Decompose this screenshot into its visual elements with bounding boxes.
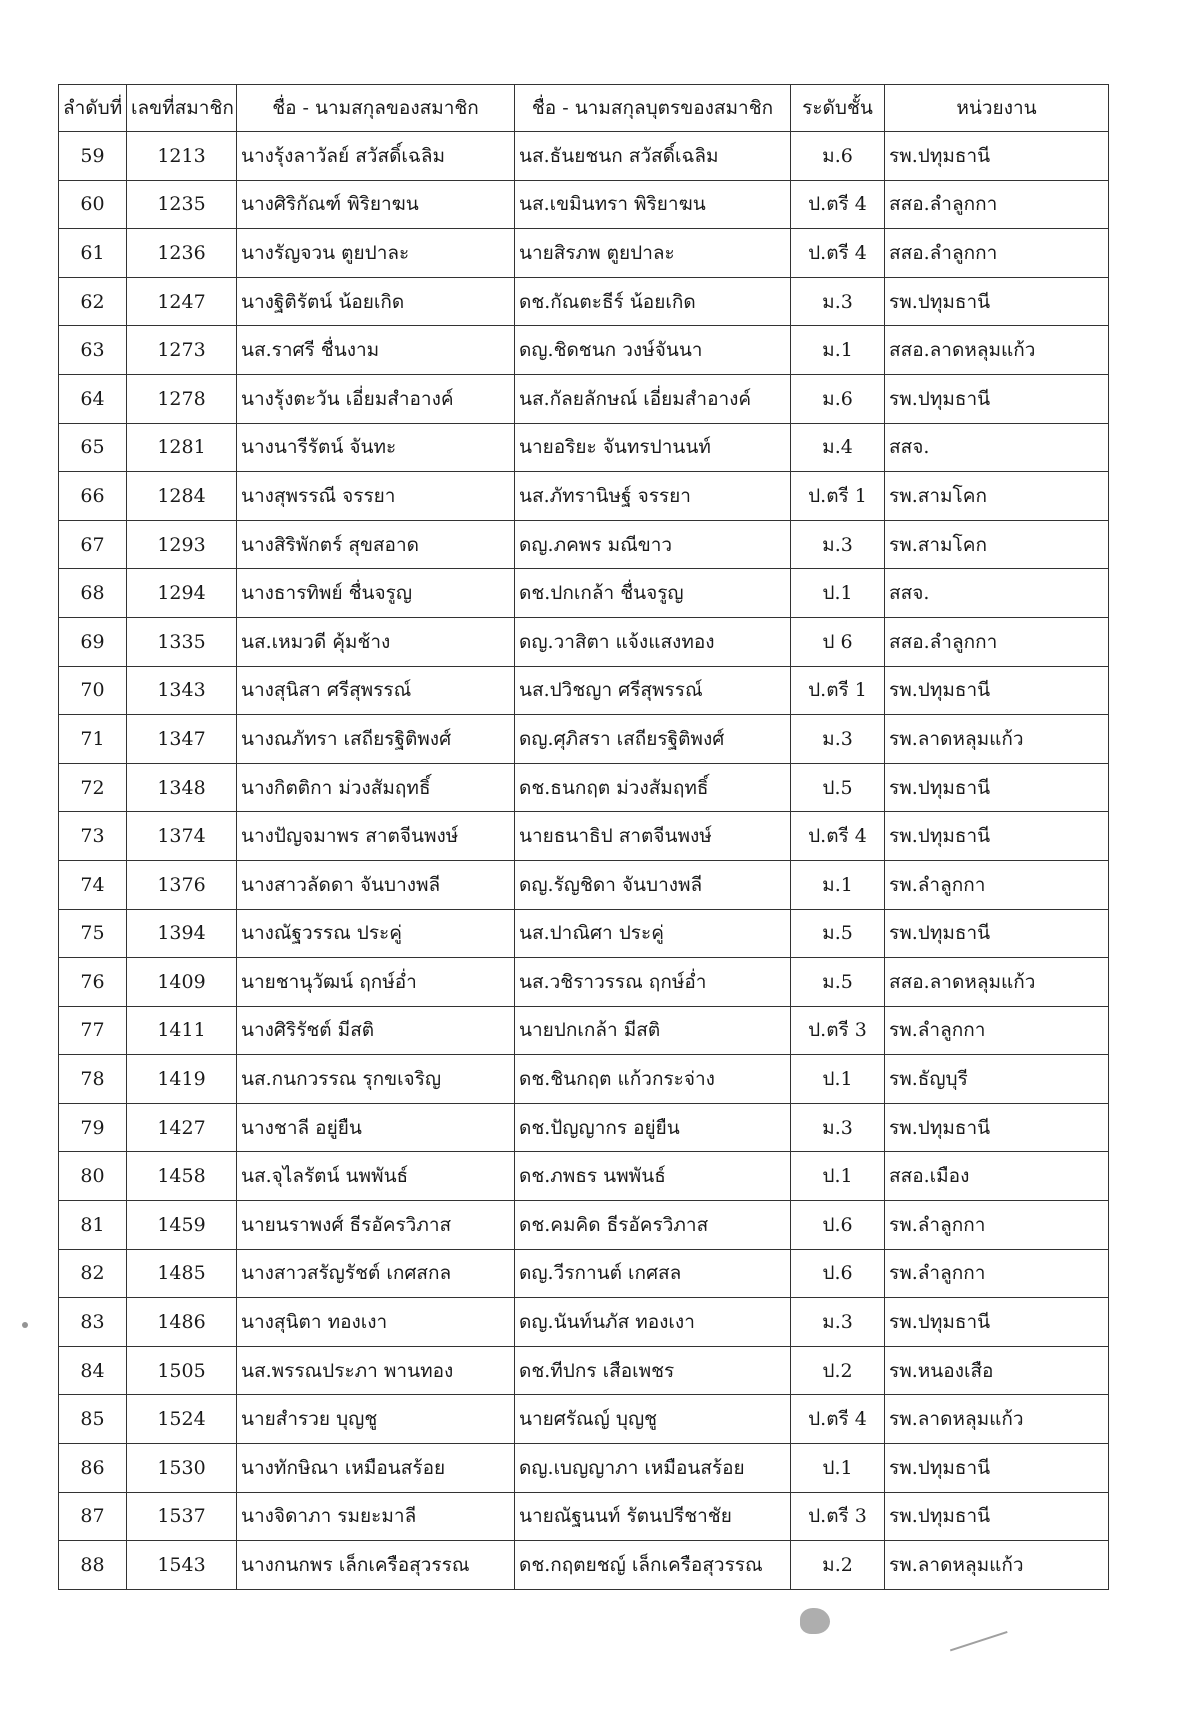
cell-order: 61 — [59, 229, 127, 278]
table-row — [59, 617, 1109, 666]
cell-grade-level: ป 6 — [791, 617, 885, 666]
cell-child-name: ดญ.ชิดชนก วงษ์จันนา — [515, 326, 791, 375]
ink-blot-mark — [800, 1608, 830, 1634]
cell-member-name: นางสาวลัดดา จันบางพลี — [237, 860, 515, 909]
cell-order: 59 — [59, 132, 127, 181]
cell-grade-level: ป.1 — [791, 569, 885, 618]
cell-member-id: 1273 — [127, 326, 237, 375]
cell-member-name: นางสิริพักตร์ สุขสอาด — [237, 520, 515, 569]
cell-order: 75 — [59, 909, 127, 958]
cell-member-name: นางสุนิสา ศรีสุพรรณ์ — [237, 666, 515, 715]
cell-order: 84 — [59, 1346, 127, 1395]
cell-grade-level: ป.6 — [791, 1201, 885, 1250]
cell-unit: สสอ.ลาดหลุมแก้ว — [885, 958, 1109, 1007]
cell-child-name: นายอริยะ จันทรปานนท์ — [515, 423, 791, 472]
cell-grade-level: ป.ตรี 1 — [791, 472, 885, 521]
cell-child-name: นส.เขมินทรา พิริยาฆน — [515, 180, 791, 229]
cell-member-id: 1278 — [127, 374, 237, 423]
cell-unit: รพ.สามโคก — [885, 472, 1109, 521]
cell-child-name: นส.ภัทรานิษฐ์ จรรยา — [515, 472, 791, 521]
cell-grade-level: ม.1 — [791, 860, 885, 909]
cell-child-name: ดช.ปัญญากร อยู่ยืน — [515, 1103, 791, 1152]
cell-member-id: 1505 — [127, 1346, 237, 1395]
cell-grade-level: ป.ตรี 3 — [791, 1006, 885, 1055]
cell-unit: สสอ.ลำลูกกา — [885, 617, 1109, 666]
cell-child-name: นายสิรภพ ตูยปาละ — [515, 229, 791, 278]
table-row — [59, 1346, 1109, 1395]
cell-member-id: 1236 — [127, 229, 237, 278]
cell-unit: สสอ.เมือง — [885, 1152, 1109, 1201]
cell-member-id: 1347 — [127, 715, 237, 764]
cell-member-name: นางชาลี อยู่ยืน — [237, 1103, 515, 1152]
cell-member-name: นางปัญจมาพร สาตจีนพงษ์ — [237, 812, 515, 861]
cell-child-name: นส.ปาณิศา ประคู่ — [515, 909, 791, 958]
table-row — [59, 1444, 1109, 1493]
cell-member-id: 1284 — [127, 472, 237, 521]
cell-order: 82 — [59, 1249, 127, 1298]
cell-child-name: ดญ.วาสิตา แจ้งแสงทอง — [515, 617, 791, 666]
cell-member-name: นายสำรวย บุญชู — [237, 1395, 515, 1444]
cell-child-name: ดช.ภพธร นพพันธ์ — [515, 1152, 791, 1201]
cell-unit: สสจ. — [885, 423, 1109, 472]
cell-grade-level: ป.1 — [791, 1444, 885, 1493]
cell-member-id: 1235 — [127, 180, 237, 229]
table-row — [59, 715, 1109, 764]
cell-member-id: 1247 — [127, 277, 237, 326]
header-grade-level: ระดับชั้น — [791, 85, 885, 132]
cell-grade-level: ป.ตรี 4 — [791, 180, 885, 229]
cell-child-name: นส.กัลยลักษณ์ เอี่ยมสำอางค์ — [515, 374, 791, 423]
cell-grade-level: ป.ตรี 3 — [791, 1492, 885, 1541]
member-children-table — [58, 84, 1109, 1590]
cell-unit: รพ.ปทุมธานี — [885, 277, 1109, 326]
cell-child-name: ดช.กัณตะธีร์ น้อยเกิด — [515, 277, 791, 326]
cell-unit: รพ.ลาดหลุมแก้ว — [885, 1395, 1109, 1444]
cell-order: 88 — [59, 1541, 127, 1590]
cell-grade-level: ม.3 — [791, 520, 885, 569]
cell-unit: สสอ.ลาดหลุมแก้ว — [885, 326, 1109, 375]
cell-grade-level: ม.3 — [791, 277, 885, 326]
cell-unit: รพ.ปทุมธานี — [885, 132, 1109, 181]
cell-order: 78 — [59, 1055, 127, 1104]
cell-member-id: 1486 — [127, 1298, 237, 1347]
cell-grade-level: ป.ตรี 1 — [791, 666, 885, 715]
cell-member-id: 1411 — [127, 1006, 237, 1055]
cell-member-name: นส.ราศรี ชื่นงาม — [237, 326, 515, 375]
cell-order: 83 — [59, 1298, 127, 1347]
table-row — [59, 1201, 1109, 1250]
table-row — [59, 1541, 1109, 1590]
cell-member-id: 1530 — [127, 1444, 237, 1493]
cell-order: 60 — [59, 180, 127, 229]
cell-unit: รพ.ปทุมธานี — [885, 1103, 1109, 1152]
cell-unit: รพ.ปทุมธานี — [885, 1444, 1109, 1493]
cell-grade-level: ม.3 — [791, 715, 885, 764]
cell-child-name: ดญ.รัญชิดา จันบางพลี — [515, 860, 791, 909]
cell-grade-level: ป.2 — [791, 1346, 885, 1395]
header-member-id: เลขที่สมาชิก — [127, 85, 237, 132]
cell-member-name: นางรัญจวน ตูยปาละ — [237, 229, 515, 278]
cell-child-name: นส.ธันยชนก สวัสดิ์เฉลิม — [515, 132, 791, 181]
table-row — [59, 1249, 1109, 1298]
cell-member-name: นางศิริรัชต์ มีสติ — [237, 1006, 515, 1055]
cell-order: 64 — [59, 374, 127, 423]
cell-member-name: นางสาวสรัญรัชต์ เกศสกล — [237, 1249, 515, 1298]
cell-member-id: 1427 — [127, 1103, 237, 1152]
cell-order: 68 — [59, 569, 127, 618]
cell-order: 70 — [59, 666, 127, 715]
table-row — [59, 1055, 1109, 1104]
table-row — [59, 958, 1109, 1007]
cell-grade-level: ป.1 — [791, 1152, 885, 1201]
table-row — [59, 229, 1109, 278]
cell-child-name: นายปกเกล้า มีสติ — [515, 1006, 791, 1055]
cell-order: 87 — [59, 1492, 127, 1541]
table-row — [59, 812, 1109, 861]
cell-unit: รพ.ลำลูกกา — [885, 1201, 1109, 1250]
cell-grade-level: ป.6 — [791, 1249, 885, 1298]
cell-member-id: 1485 — [127, 1249, 237, 1298]
cell-member-name: นางณัฐวรรณ ประคู่ — [237, 909, 515, 958]
cell-order: 81 — [59, 1201, 127, 1250]
table-row — [59, 909, 1109, 958]
cell-member-name: นางทักษิณา เหมือนสร้อย — [237, 1444, 515, 1493]
cell-member-name: นายนราพงศ์ ธีรอัครวิภาส — [237, 1201, 515, 1250]
table-row — [59, 569, 1109, 618]
cell-grade-level: ม.6 — [791, 374, 885, 423]
cell-unit: รพ.ปทุมธานี — [885, 1492, 1109, 1541]
header-unit: หน่วยงาน — [885, 85, 1109, 132]
cell-order: 63 — [59, 326, 127, 375]
cell-order: 65 — [59, 423, 127, 472]
scratch-mark — [950, 1631, 1010, 1659]
table-row — [59, 180, 1109, 229]
cell-member-id: 1394 — [127, 909, 237, 958]
cell-unit: รพ.ปทุมธานี — [885, 909, 1109, 958]
table-row — [59, 374, 1109, 423]
cell-unit: รพ.ปทุมธานี — [885, 763, 1109, 812]
cell-child-name: นส.วชิราวรรณ ฤกษ์อ่ำ — [515, 958, 791, 1007]
table-row — [59, 1395, 1109, 1444]
cell-member-id: 1376 — [127, 860, 237, 909]
cell-child-name: ดช.ธนกฤต ม่วงสัมฤทธิ์ — [515, 763, 791, 812]
cell-unit: รพ.ลาดหลุมแก้ว — [885, 1541, 1109, 1590]
cell-grade-level: ป.ตรี 4 — [791, 1395, 885, 1444]
cell-member-id: 1374 — [127, 812, 237, 861]
cell-grade-level: ม.3 — [791, 1298, 885, 1347]
cell-member-name: นส.พรรณประภา พานทอง — [237, 1346, 515, 1395]
cell-member-name: นางกิตติกา ม่วงสัมฤทธิ์ — [237, 763, 515, 812]
cell-child-name: ดช.กฤตยชญ์ เล็กเครือสุวรรณ — [515, 1541, 791, 1590]
cell-grade-level: ป.ตรี 4 — [791, 812, 885, 861]
cell-order: 77 — [59, 1006, 127, 1055]
cell-member-id: 1281 — [127, 423, 237, 472]
cell-member-name: นางกนกพร เล็กเครือสุวรรณ — [237, 1541, 515, 1590]
cell-child-name: ดญ.นันท์นภัส ทองเงา — [515, 1298, 791, 1347]
cell-member-id: 1543 — [127, 1541, 237, 1590]
header-child-name: ชื่อ - นามสกุลบุตรของสมาชิก — [515, 85, 791, 132]
cell-unit: รพ.ธัญบุรี — [885, 1055, 1109, 1104]
table-header-row — [59, 85, 1109, 132]
cell-order: 79 — [59, 1103, 127, 1152]
cell-member-id: 1537 — [127, 1492, 237, 1541]
cell-child-name: ดช.ทีปกร เสือเพชร — [515, 1346, 791, 1395]
cell-order: 72 — [59, 763, 127, 812]
cell-unit: รพ.สามโคก — [885, 520, 1109, 569]
cell-order: 69 — [59, 617, 127, 666]
cell-member-name: นส.กนกวรรณ รุกขเจริญ — [237, 1055, 515, 1104]
cell-member-id: 1419 — [127, 1055, 237, 1104]
table-row — [59, 326, 1109, 375]
cell-member-id: 1348 — [127, 763, 237, 812]
table-row — [59, 1492, 1109, 1541]
cell-order: 67 — [59, 520, 127, 569]
cell-member-name: นส.จุไลรัตน์ นพพันธ์ — [237, 1152, 515, 1201]
cell-grade-level: ป.5 — [791, 763, 885, 812]
table-row — [59, 423, 1109, 472]
cell-child-name: นายศรัณญ์ บุญชู — [515, 1395, 791, 1444]
cell-order: 85 — [59, 1395, 127, 1444]
table-row — [59, 520, 1109, 569]
cell-member-id: 1335 — [127, 617, 237, 666]
cell-unit: สสจ. — [885, 569, 1109, 618]
cell-member-name: นางสุนิตา ทองเงา — [237, 1298, 515, 1347]
cell-member-name: นางศิริกัณฑ์ พิริยาฆน — [237, 180, 515, 229]
cell-grade-level: ม.4 — [791, 423, 885, 472]
cell-grade-level: ม.5 — [791, 909, 885, 958]
cell-child-name: ดญ.วีรกานต์ เกศสล — [515, 1249, 791, 1298]
header-order: ลำดับที่ — [59, 85, 127, 132]
cell-unit: รพ.ลำลูกกา — [885, 860, 1109, 909]
table-row — [59, 860, 1109, 909]
cell-member-name: นางธารทิพย์ ชื่นจรูญ — [237, 569, 515, 618]
cell-child-name: ดช.ปกเกล้า ชื่นจรูญ — [515, 569, 791, 618]
cell-member-id: 1524 — [127, 1395, 237, 1444]
cell-member-name: นส.เหมวดี คุ้มช้าง — [237, 617, 515, 666]
cell-grade-level: ม.3 — [791, 1103, 885, 1152]
cell-grade-level: ป.ตรี 4 — [791, 229, 885, 278]
table-row — [59, 472, 1109, 521]
table-row — [59, 277, 1109, 326]
cell-member-id: 1213 — [127, 132, 237, 181]
cell-child-name: ดญ.เบญญาภา เหมือนสร้อย — [515, 1444, 791, 1493]
cell-member-name: นางฐิติรัตน์ น้อยเกิด — [237, 277, 515, 326]
table-row — [59, 763, 1109, 812]
cell-order: 62 — [59, 277, 127, 326]
cell-grade-level: ม.5 — [791, 958, 885, 1007]
cell-member-name: นางนารีรัตน์ จันทะ — [237, 423, 515, 472]
cell-order: 80 — [59, 1152, 127, 1201]
table-row — [59, 132, 1109, 181]
cell-unit: รพ.ปทุมธานี — [885, 812, 1109, 861]
cell-unit: รพ.ปทุมธานี — [885, 374, 1109, 423]
cell-order: 66 — [59, 472, 127, 521]
cell-member-name: นางจิดาภา รมยะมาลี — [237, 1492, 515, 1541]
cell-child-name: นายธนาธิป สาตจีนพงษ์ — [515, 812, 791, 861]
table-body — [59, 132, 1109, 1590]
table-row — [59, 1152, 1109, 1201]
table-row — [59, 1103, 1109, 1152]
cell-member-name: นายชานุวัฒน์ ฤกษ์อ่ำ — [237, 958, 515, 1007]
cell-child-name: ดญ.ภคพร มณีขาว — [515, 520, 791, 569]
cell-member-id: 1343 — [127, 666, 237, 715]
cell-unit: สสอ.ลำลูกกา — [885, 180, 1109, 229]
cell-order: 73 — [59, 812, 127, 861]
cell-unit: รพ.ลำลูกกา — [885, 1006, 1109, 1055]
cell-member-id: 1294 — [127, 569, 237, 618]
cell-member-id: 1459 — [127, 1201, 237, 1250]
table-row — [59, 1006, 1109, 1055]
table-row — [59, 1298, 1109, 1347]
cell-member-name: นางณภัทรา เสถียรฐิติพงศ์ — [237, 715, 515, 764]
cell-unit: รพ.ลำลูกกา — [885, 1249, 1109, 1298]
cell-member-id: 1293 — [127, 520, 237, 569]
speck-mark — [22, 1322, 28, 1328]
cell-member-name: นางรุ้งลาวัลย์ สวัสดิ์เฉลิม — [237, 132, 515, 181]
cell-unit: สสอ.ลำลูกกา — [885, 229, 1109, 278]
cell-grade-level: ป.1 — [791, 1055, 885, 1104]
cell-child-name: ดญ.ศุภิสรา เสถียรฐิติพงศ์ — [515, 715, 791, 764]
cell-child-name: ดช.คมคิด ธีรอัครวิภาส — [515, 1201, 791, 1250]
cell-member-name: นางรุ้งตะวัน เอี่ยมสำอางค์ — [237, 374, 515, 423]
cell-grade-level: ม.6 — [791, 132, 885, 181]
cell-child-name: นายณัฐนนท์ รัตนปรีชาชัย — [515, 1492, 791, 1541]
cell-grade-level: ม.1 — [791, 326, 885, 375]
cell-unit: รพ.ปทุมธานี — [885, 1298, 1109, 1347]
table-row — [59, 666, 1109, 715]
cell-member-name: นางสุพรรณี จรรยา — [237, 472, 515, 521]
cell-member-id: 1409 — [127, 958, 237, 1007]
cell-order: 76 — [59, 958, 127, 1007]
cell-unit: รพ.ลาดหลุมแก้ว — [885, 715, 1109, 764]
cell-order: 71 — [59, 715, 127, 764]
cell-grade-level: ม.2 — [791, 1541, 885, 1590]
cell-unit: รพ.หนองเสือ — [885, 1346, 1109, 1395]
cell-child-name: นส.ปวิชญา ศรีสุพรรณ์ — [515, 666, 791, 715]
cell-unit: รพ.ปทุมธานี — [885, 666, 1109, 715]
header-member-name: ชื่อ - นามสกุลของสมาชิก — [237, 85, 515, 132]
cell-order: 86 — [59, 1444, 127, 1493]
cell-member-id: 1458 — [127, 1152, 237, 1201]
cell-order: 74 — [59, 860, 127, 909]
cell-child-name: ดช.ชินกฤต แก้วกระจ่าง — [515, 1055, 791, 1104]
